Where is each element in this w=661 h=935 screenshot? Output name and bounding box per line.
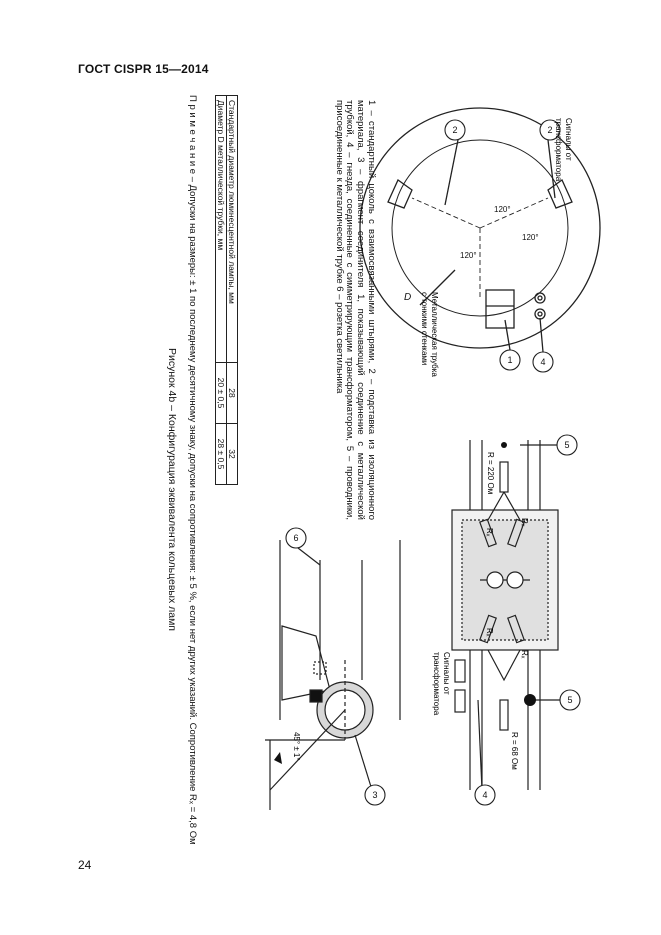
signals-label-top-1: Сигналы от (564, 118, 573, 161)
table-cell: Стандартный диаметр люминесцентной лампы, мм (227, 96, 238, 363)
table-cell: 20 ± 0,5 (216, 363, 227, 424)
tube-label-2: с тонкими стенками (420, 292, 429, 366)
callout-6: 6 (293, 533, 299, 543)
figure-legend: 1 – стандартный цоколь с взаимосвязанными штырями, 2 – подставка из изоляционного материала, 3 – фрагмент соединителя 1, показывающий соединение с металлической трубкой, 4 – гнезда, соединенные с симметрирующим трансформатором, 5 – проводники, присоединенные к металлической трубке 6 – розетка светильника (333, 100, 377, 520)
rx-label-2: Rₓ (520, 518, 529, 527)
rx-label-4: Rₓ (520, 650, 529, 659)
angle-45-label: 45° ± 1° (292, 732, 301, 761)
angle-label-2: 120° (522, 233, 539, 242)
angle-label-1: 120° (494, 205, 511, 214)
callout-3: 3 (372, 790, 378, 800)
callout-1: 1 (507, 355, 513, 365)
lamp-base (486, 290, 514, 328)
figure-note: П р и м е ч а н и е – Допуски на размеры: ± 1 по последнему десятичному знаку, допуски на сопротивления: ± 5 %, если нет других указаний. Сопротивление Rₓ = 4,8 Ом (187, 95, 198, 845)
dimensions-table-wrap (215, 95, 238, 485)
tube-label-1: Металлическая трубка (430, 292, 439, 377)
angle-label-3: 120° (460, 251, 477, 260)
dimensions-table (215, 95, 238, 485)
rx-label-1: Rₓ (485, 528, 494, 537)
callout-2-left: 2 (452, 125, 458, 135)
document-header: ГОСТ CISPR 15—2014 (78, 62, 209, 76)
connector-cross-section (452, 440, 568, 790)
figure-caption: Рисунок 4b – Конфигурация эквивалента кольцевых ламп (166, 348, 178, 631)
resistor-220: R = 220 Ом (486, 452, 495, 495)
support-left (388, 180, 412, 208)
table-cell: Диаметр D металлической трубки, мм (216, 96, 227, 363)
table-cell: 28 (227, 363, 238, 424)
callout-5-top: 5 (564, 440, 570, 450)
support-right (548, 180, 572, 208)
d-label: D (404, 292, 412, 303)
page-number: 24 (78, 858, 92, 872)
signals-label-top-2: трансформатора (554, 118, 563, 182)
table-row (227, 96, 238, 485)
signals-label-cross-2: трансформатора (432, 652, 441, 716)
resistor-68: R = 68 Ом (510, 732, 519, 770)
callout-2-right: 2 (547, 125, 553, 135)
signals-label-cross-1: Сигналы от (442, 652, 451, 695)
callout-4: 4 (540, 357, 546, 367)
callout-4-cross: 4 (482, 790, 488, 800)
callout-5-bottom: 5 (567, 695, 573, 705)
lampholder-detail (265, 540, 400, 810)
table-row (216, 96, 227, 485)
table-cell: 32 (227, 424, 238, 485)
rx-label-3: Rₓ (485, 628, 494, 637)
table-cell: 28 ± 0,5 (216, 424, 227, 485)
